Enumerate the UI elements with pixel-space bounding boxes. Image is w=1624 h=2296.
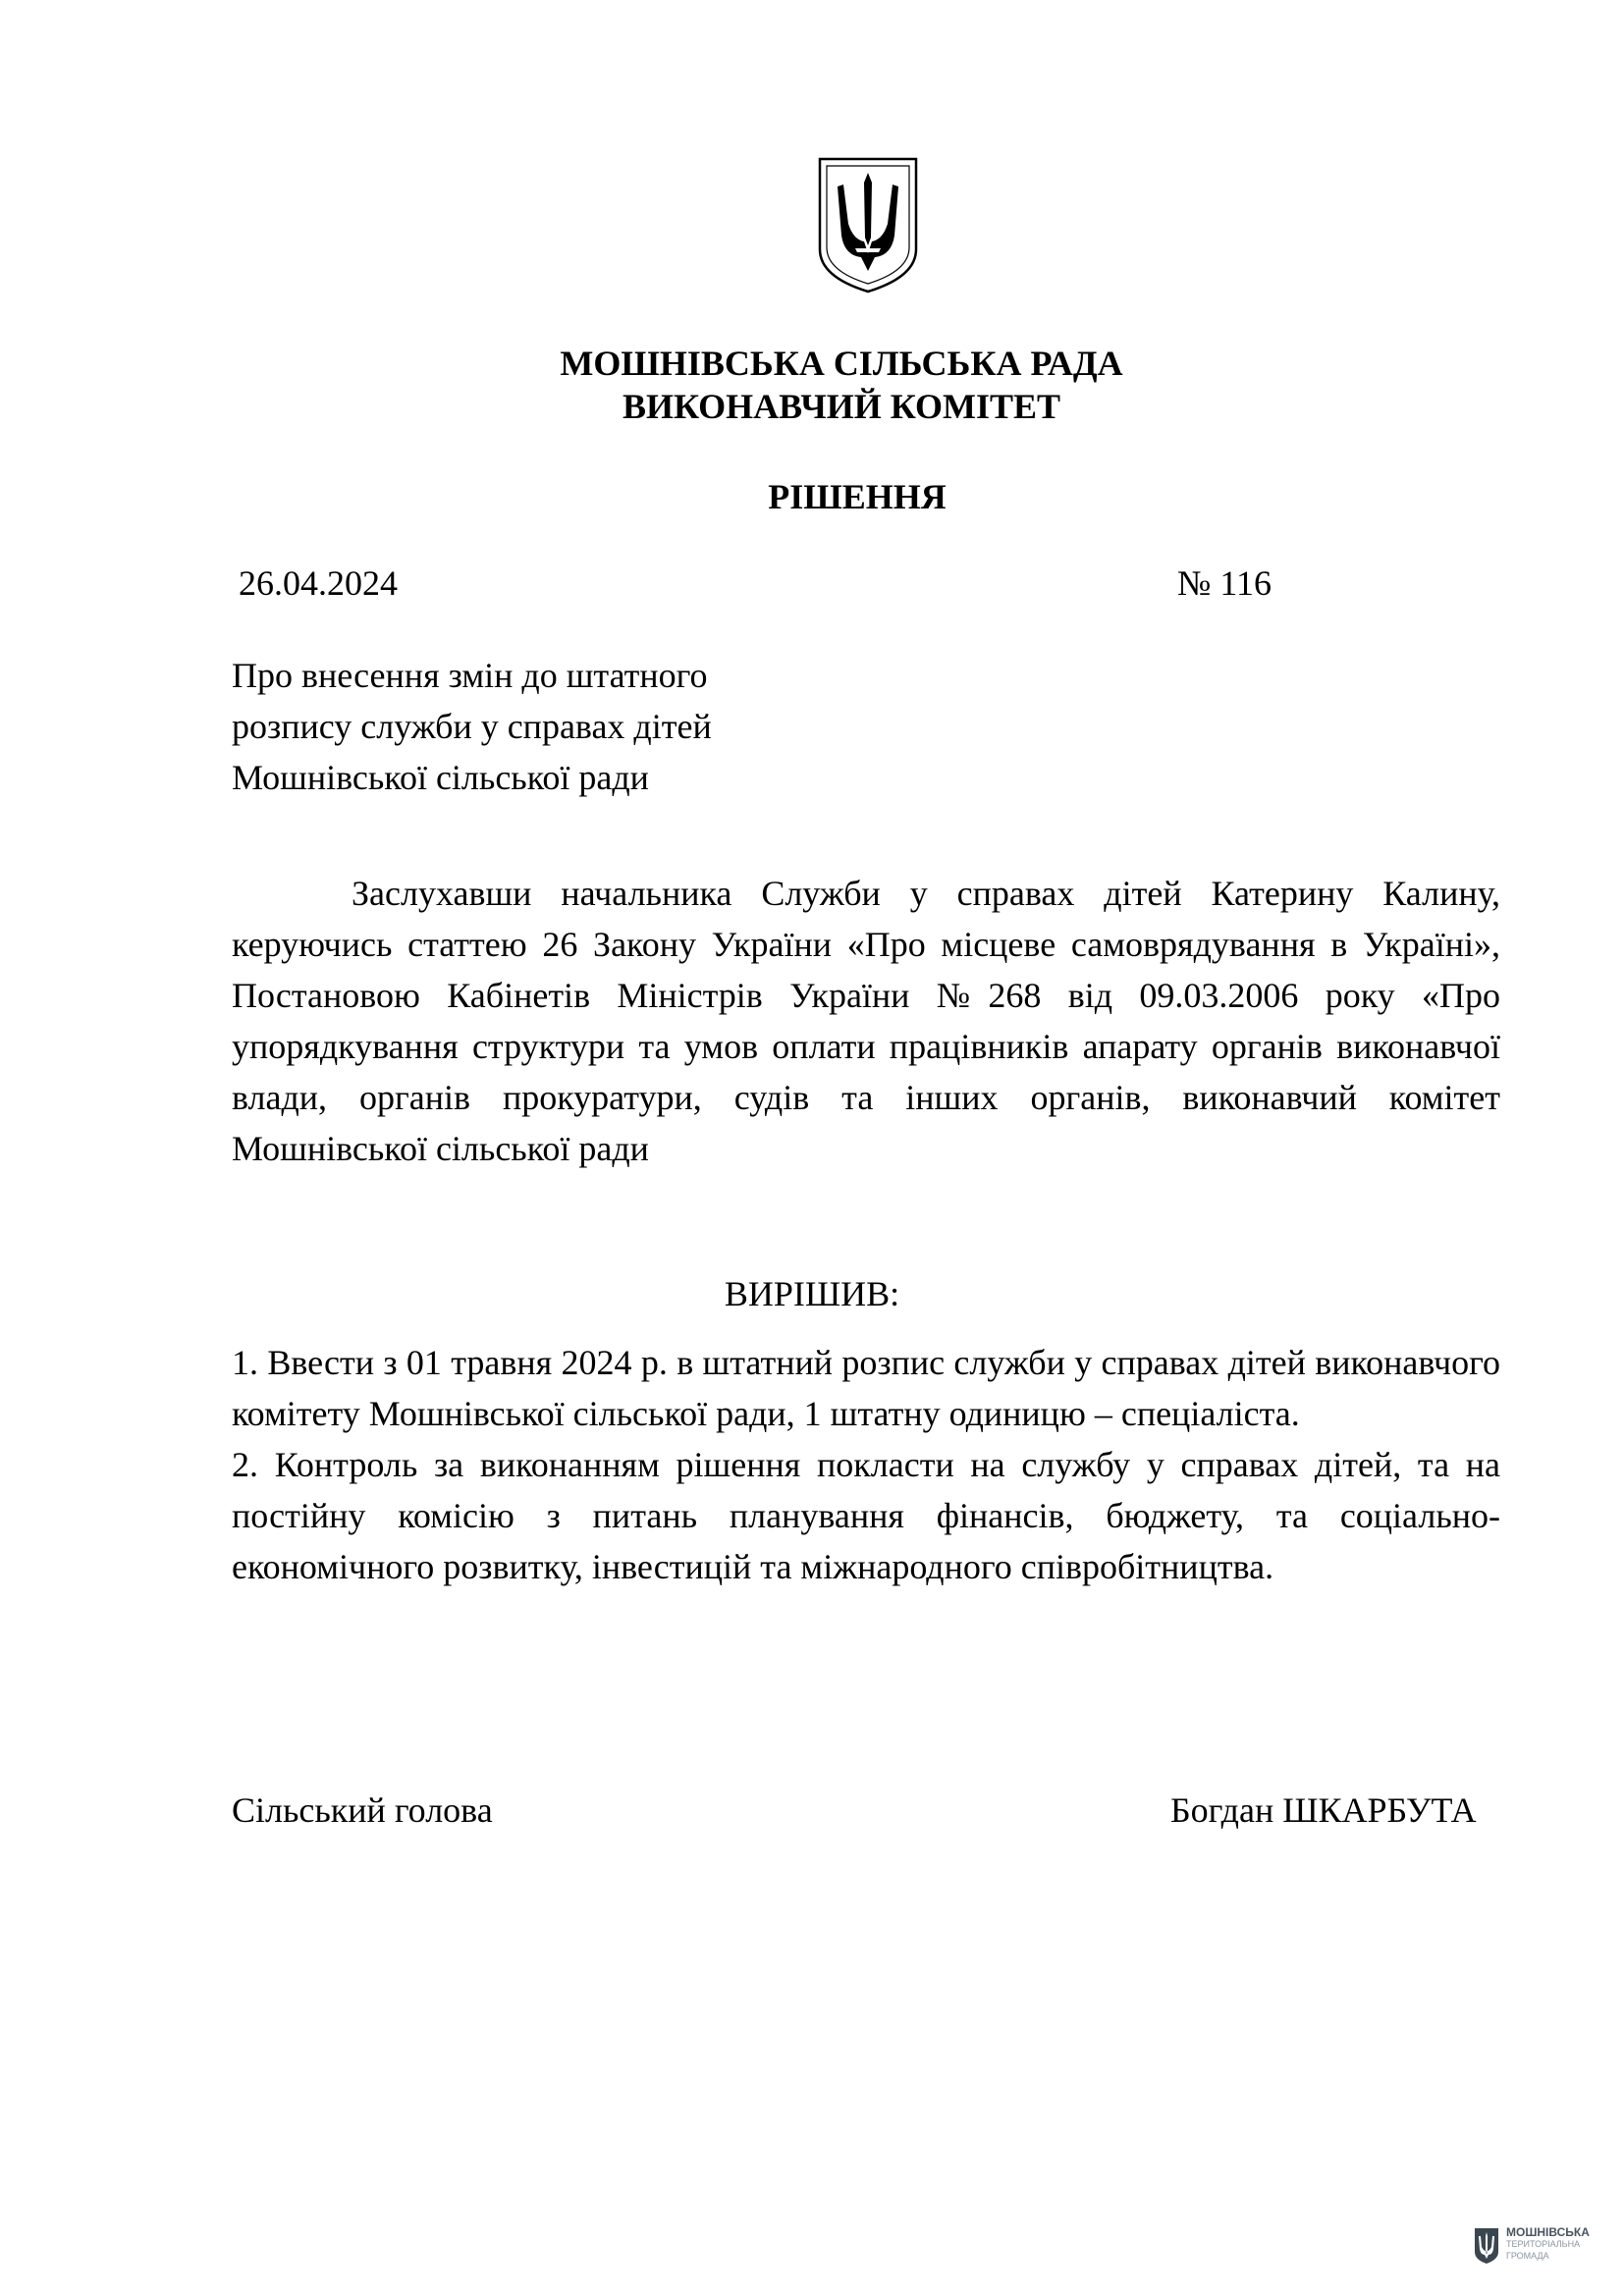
watermark-line: ГРОМАДА bbox=[1506, 2251, 1549, 2261]
document-subject bbox=[232, 650, 919, 803]
signatory-title: Сільський голова bbox=[232, 1790, 493, 1830]
community-trident-icon bbox=[1473, 2226, 1500, 2266]
org-name: МОШНІВСЬКА СІЛЬСЬКА РАДА bbox=[560, 344, 1123, 383]
watermark-text bbox=[1506, 2226, 1590, 2262]
watermark-line: ТЕРИТОРІАЛЬНА bbox=[1506, 2239, 1581, 2249]
document-type-title: РІШЕННЯ bbox=[768, 477, 947, 516]
decided-heading: ВИРІШИВ: bbox=[724, 1274, 900, 1313]
document-date: 26.04.2024 bbox=[239, 563, 398, 603]
community-watermark bbox=[1473, 2226, 1620, 2273]
subject-line: розпису служби у справах дітей bbox=[232, 707, 712, 746]
preamble-paragraph: Заслухавши начальника Служби у справах дітей Катерину Калину, керуючись статтею 26 Закону України «Про місцеве самоврядування в Україні», Постановою Кабінетів Міністрів України №268 від 09.03.2006 року «Про упорядкування структури та умов оплати працівників апарату органів виконавчої влади, органів прокуратури, судів та інших органів, виконавчий комітет Мошнівської сільської ради bbox=[232, 874, 1500, 1168]
subject-line: Про внесення змін до штатного bbox=[232, 656, 708, 695]
watermark-line: МОШНІВСЬКА bbox=[1506, 2225, 1590, 2239]
decision-items bbox=[232, 1337, 1500, 1592]
subject-line: Мошнівської сільської ради bbox=[232, 758, 649, 797]
decision-item: 1. Ввести з 01 травня 2024 р. в штатний розпис служби у справах дітей виконавчого комітету Мошнівської сільської ради, 1 штатну одиницю – спеціаліста. bbox=[232, 1343, 1500, 1433]
org-subdivision: ВИКОНАВЧИЙ КОМІТЕТ bbox=[622, 387, 1061, 426]
coat-of-arms-trident-icon bbox=[816, 155, 920, 294]
signatory-name: Богдан ШКАРБУТА bbox=[1170, 1790, 1477, 1830]
decision-item: 2. Контроль за виконанням рішення покласти на службу у справах дітей, та на постійну комісію з питань планування фінансів, бюджету, та соціально-економічного розвитку, інвестицій та міжнародного співробітництва. bbox=[232, 1445, 1500, 1586]
document-number: № 116 bbox=[1177, 563, 1272, 603]
